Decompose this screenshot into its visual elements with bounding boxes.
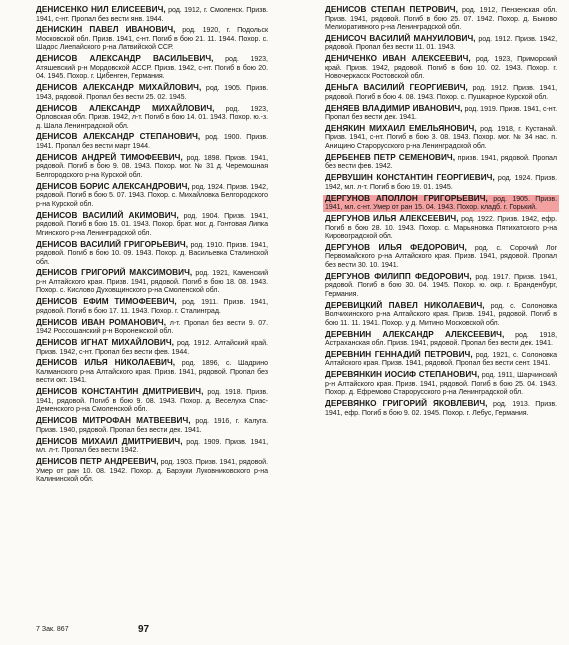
entry-name: ДЕНИСОВ ПЕТР АНДРЕЕВИЧ, <box>36 457 159 467</box>
entry-details: род. 1918. Призв. 1941, рядовой. Погиб в бою 9. 08. 1943. Похор. д. Веселуха Спас-Деменского р-на Смоленской обл. <box>36 388 269 414</box>
entry-details: род. 1911, Шарчинский р-н Алтайского края. Призв. 1941, рядовой. Погиб в бою 25. 04. 1943. Похор. д. Ефремово Старорусского р-на Ленинградской обл. <box>325 371 557 397</box>
left-column <box>36 6 268 487</box>
entry-name: ДЕРЕВИЦКИЙ ПАВЕЛ НИКОЛАЕВИЧ, <box>325 300 485 310</box>
entry-name: ДЕНИСОЧ ВАСИЛИЙ МАНУИЛОВИЧ, <box>325 33 476 43</box>
entry-details: род. 1912. Призв. 1941, рядовой. Погиб в бою 4. 08. 1943. Похор. с. Пушкарное Курской обл. <box>325 84 558 101</box>
entry-details: род. с. Сорочий Лог Первомайского р-на Алтайского края. Призв. 1941, рядовой. Пропал без вести 30. 10. 1941. <box>325 243 557 269</box>
list-entry <box>325 55 557 81</box>
entry-name: ДЕНИСОВ БОРИС АЛЕКСАНДРОВИЧ, <box>36 181 190 191</box>
entry-name: ДЕНИСОВ КОНСТАНТИН ДМИТРИЕВИЧ, <box>36 387 204 397</box>
entry-name: ДЕНЯЕВ ВЛАДИМИР ИВАНОВИЧ, <box>325 103 463 113</box>
entry-details: род. 1910. Призв. 1941, рядовой. Погиб в бою 10. 09. 1943. Похор. д. Васильевка Сталинской обл. <box>36 240 269 266</box>
entry-details: род. 1923, Орловская обл. Призв. 1942, л-т. Погиб в бою 14. 01. 1943. Похор. ю.-з. д. Шала Ленинградской обл. <box>36 104 268 130</box>
entry-details: род. 1920, г. Подольск Московской обл. Призв. 1941, с-нт. Погиб в бою 21. 11. 1944. Похор. с. Шадос Лиепайского р-на Латвийской ССР. <box>36 26 269 52</box>
entry-details: л-т. Пропал без вести 9. 07. 1942 Россошанский р-н Воронежской обл. <box>36 318 268 336</box>
list-entry <box>325 6 557 32</box>
list-entry <box>36 105 268 131</box>
list-entry <box>325 302 557 328</box>
list-entry <box>36 55 268 81</box>
list-entry <box>325 174 557 191</box>
entry-name: ДЕНИСОВ ГРИГОРИЙ МАКСИМОВИЧ, <box>36 268 193 278</box>
entry-name: ДЕНИСОВ ИВАН РОМАНОВИЧ, <box>36 317 167 327</box>
list-entry <box>325 273 557 299</box>
entry-name: ДЕРЕВЯНКО ГРИГОРИЙ ЯКОВЛЕВИЧ, <box>325 399 488 409</box>
list-entry <box>325 215 557 241</box>
entry-name: ДЕРЕВНИН АЛЕКСАНДР АЛЕКСЕЕВИЧ, <box>325 329 505 339</box>
entry-details: род. 1905. Призв. 1943, рядовой. Пропал без вести 25. 02. 1945. <box>36 84 269 101</box>
list-entry <box>325 400 557 417</box>
entry-name: ДЕНИСОВ АНДРЕЙ ТИМОФЕЕВИЧ, <box>36 152 183 162</box>
entry-name: ДЕНИСОВ ВАСИЛИЙ ГРИГОРЬЕВИЧ, <box>36 239 189 249</box>
entry-name: ДЕНИСКИН ПАВЕЛ ИВАНОВИЧ, <box>36 25 176 35</box>
entry-details: род. 1912. Алтайский край. Призв. 1942, с-нт. Пропал без вести фев. 1944. <box>36 339 268 356</box>
entry-details: род. 1917. Призв. 1941, рядовой. Погиб в бою 30. 04. 1945. Похор. ю. окр. г. Бранденбург, Германия. <box>325 272 557 298</box>
entry-details: род. 1919. Призв. 1941, с-нт. Пропал без вести дек. 1941. <box>325 104 557 122</box>
entry-name: ДЕНИСОВ АЛЕКСАНДР СТЕПАНОВИЧ, <box>36 132 201 142</box>
entry-details: род. 1916, г. Калуга. Призв. 1940, рядовой. Пропал без вести дек. 1941. <box>36 417 268 434</box>
entry-details: род. 1903. Призв. 1941, рядовой. Умер от ран 10. 08. 1942. Похор. д. Барзуки Луковниковского р-на Калининской обл. <box>36 458 268 484</box>
list-entry <box>325 125 557 151</box>
entry-details: род. 1896, с. Шадрино Калманского р-на Алтайского края. Призв. 1941, рядовой. Пропал без вести окт. 1941. <box>36 359 268 385</box>
list-entry <box>36 84 268 101</box>
entry-details: род. 1900. Призв. 1941. Пропал без вести март 1944. <box>36 133 269 150</box>
entry-name: ДЕНИСОВ АЛЕКСАНДР МИХАЙЛОВИЧ, <box>36 103 215 113</box>
entry-name: ДЕНИСОВ ЕФИМ ТИМОФЕЕВИЧ, <box>36 297 177 307</box>
entry-details: род. 1909. Призв. 1941, мл. л-т. Пропал без вести 1942. <box>36 437 268 455</box>
list-entry <box>36 319 268 336</box>
entry-name: ДЕРБЕНЕВ ПЕТР СЕМЕНОВИЧ, <box>325 152 456 162</box>
entry-details: род. 1918, Астраханская обл. Призв. 1941, рядовой. Пропал без вести дек. 1941. <box>325 330 557 348</box>
entry-name: ДЕРГУНОВ ИЛЬЯ ФЕДОРОВИЧ, <box>325 242 467 252</box>
entry-details: род. 1924. Призв. 1942, рядовой. Погиб в бою 5. 07. 1943. Похор. с. Михайловка Белгородского р-на Курской обл. <box>36 182 268 208</box>
entry-name: ДЕРЕВЯНКИН ИОСИФ СТЕПАНОВИЧ, <box>325 370 480 380</box>
entry-name: ДЕНЬГА ВАСИЛИЙ ГЕОРГИЕВИЧ, <box>325 83 468 93</box>
entry-details: род. 1918, г. Кустанай. Призв. 1941, с-нт. Погиб в бою 3. 08. 1943. Похор. мог. № 34 нас. п. Анищино Старорусского р-на Ленинградской обл. <box>325 124 557 150</box>
page-number: 97 <box>138 624 150 635</box>
entry-details: род. 1921, с. Солоновка Алтайского края. Призв. 1941, рядовой. Пропал без вести сент. 1941. <box>325 350 557 368</box>
entry-name: ДЕНИСОВ ИЛЬЯ НИКОЛАЕВИЧ, <box>36 358 176 368</box>
entry-name: ДЕНИСОВ СТЕПАН ПЕТРОВИЧ, <box>325 5 458 14</box>
entry-name: ДЕНИСОВ ИГНАТ МИХАЙЛОВИЧ, <box>36 338 174 348</box>
list-entry <box>36 6 268 23</box>
entry-name: ДЕНИСОВ АЛЕКСАНДР МИХАЙЛОВИЧ, <box>36 83 202 93</box>
entry-name: ДЕНИСЕНКО НИЛ ЕЛИСЕЕВИЧ, <box>36 5 166 14</box>
entry-details: род. 1923, Атяшевский р-н Мордовской АССР. Призв. 1942, с-нт. Погиб в бою 20. 04. 1945. Похор. г. Цибенген, Германия. <box>36 55 268 81</box>
entry-details: род. 1922. Призв. 1942, ефр. Погиб в бою 28. 10. 1943. Похор. с. Марьяновка Пятихатского р-на Кировоградской обл. <box>325 215 557 241</box>
list-entry <box>36 241 268 267</box>
entry-details: род. 1923, Приморский край. Призв. 1942, рядовой. Погиб в бою 10. 02. 1943. Похор. г. Новочеркасск Ростовской обл. <box>325 55 557 81</box>
entry-details: род. 1912, Пензенская обл. Призв. 1941, рядовой. Погиб в бою 25. 07. 1942. Похор. д. Быково Мелиоративного р-на Ленинградской обл. <box>325 6 557 31</box>
entry-name: ДЕРВУШИН КОНСТАНТИН ГЕОРГИЕВИЧ, <box>325 173 495 183</box>
entry-name: ДЕНИСОВ МИТРОФАН МАТВЕЕВИЧ, <box>36 416 191 426</box>
entry-name: ДЕНИЧЕНКО ИВАН АЛЕКСЕЕВИЧ, <box>325 54 471 64</box>
list-entry <box>36 133 268 150</box>
entry-details: род. 1912, г. Смоленск. Призв. 1941, с-нт. Пропал без вести янв. 1944. <box>36 6 268 23</box>
list-entry <box>325 351 557 368</box>
list-entry <box>36 388 268 414</box>
entry-name: ДЕНИСОВ ВАСИЛИЙ АКИМОВИЧ, <box>36 210 179 220</box>
entry-details: род. 1898. Призв. 1941, рядовой. Погиб в бою 9. 08. 1943. Похор. мог. № 31 д. Черемошная Белгородского р-на Курской обл. <box>36 153 268 179</box>
entry-name: ДЕРГУНОВ ИЛЬЯ АЛЕКСЕЕВИЧ, <box>325 214 459 224</box>
entry-name: ДЕНИСОВ АЛЕКСАНДР ВАСИЛЬЕВИЧ, <box>36 54 214 64</box>
entry-details: род. 1921, Каменский р-н Алтайского края. Призв. 1941, рядовой. Погиб в бою 18. 08. 1943. Похор. с. Кислово Духовщинского р-на Смоленской обл. <box>36 269 268 295</box>
entry-name: ДЕРЕВНИН ГЕННАДИЙ ПЕТРОВИЧ, <box>325 349 473 359</box>
entry-columns <box>36 6 557 487</box>
list-entry <box>36 359 268 385</box>
list-entry <box>325 35 557 52</box>
list-entry <box>325 84 557 101</box>
printing-signature: 7 Зак. 867 <box>36 626 69 633</box>
list-entry <box>36 269 268 295</box>
list-entry <box>36 26 268 52</box>
entry-details: род. 1911. Призв. 1941, рядовой. Погиб в бою 17. 11. 1943. Похор. г. Сталинград. <box>36 298 268 315</box>
entry-name: ДЕРГУНОВ АПОЛЛОН ГРИГОРЬЕВИЧ, <box>325 193 488 203</box>
entry-details: призв. 1941, рядовой. Пропал без вести фев. 1942. <box>325 153 557 171</box>
entry-details: род. 1924. Призв. 1942, мл. л-т. Погиб в бою 19. 01. 1945. <box>325 174 558 191</box>
list-entry <box>325 331 557 348</box>
list-entry <box>36 339 268 356</box>
list-entry <box>36 154 268 180</box>
entry-details: род. 1913. Призв. 1941, ефр. Погиб в бою 9. 02. 1945. Похор. г. Лебус, Германия. <box>325 400 558 417</box>
list-entry <box>36 458 268 484</box>
entry-details: род. 1905. Призв. 1941, мл. с-нт. Умер от ран 15. 04. 1943. Похор. кладб. г. Горький. <box>325 194 557 212</box>
list-entry <box>325 105 557 122</box>
highlighted-entry <box>323 195 559 212</box>
list-entry <box>36 183 268 209</box>
entry-details: род. 1904. Призв. 1941, рядовой. Погиб в бою 15. 01. 1943. Похор. брат. мог. д. Гонтовая Липка Мгинского р-на Ленинградской обл. <box>36 211 269 237</box>
list-entry <box>36 212 268 238</box>
right-column <box>325 6 557 487</box>
list-entry <box>36 417 268 434</box>
entry-details: род. с. Солоновка Волчихинского р-на Алтайского края. Призв. 1941, рядовой. Погиб в бою 11. 11. 1941. Похор. у д. Митино Московской обл. <box>325 301 557 327</box>
list-entry <box>36 298 268 315</box>
entry-name: ДЕНЯКИН МИХАИЛ ЕМЕЛЬЯНОВИЧ, <box>325 123 477 133</box>
entry-name: ДЕРГУНОВ ФИЛИПП ФЕДОРОВИЧ, <box>325 271 472 281</box>
list-entry <box>325 244 557 270</box>
list-entry <box>325 154 557 171</box>
entry-name: ДЕНИСОВ МИХАИЛ ДМИТРИЕВИЧ, <box>36 436 183 446</box>
page-footer <box>36 624 557 638</box>
list-entry <box>36 438 268 455</box>
entry-details: род. 1912. Призв. 1942, рядовой. Пропал без вести 11. 01. 1943. <box>325 34 557 52</box>
list-entry <box>325 371 557 397</box>
